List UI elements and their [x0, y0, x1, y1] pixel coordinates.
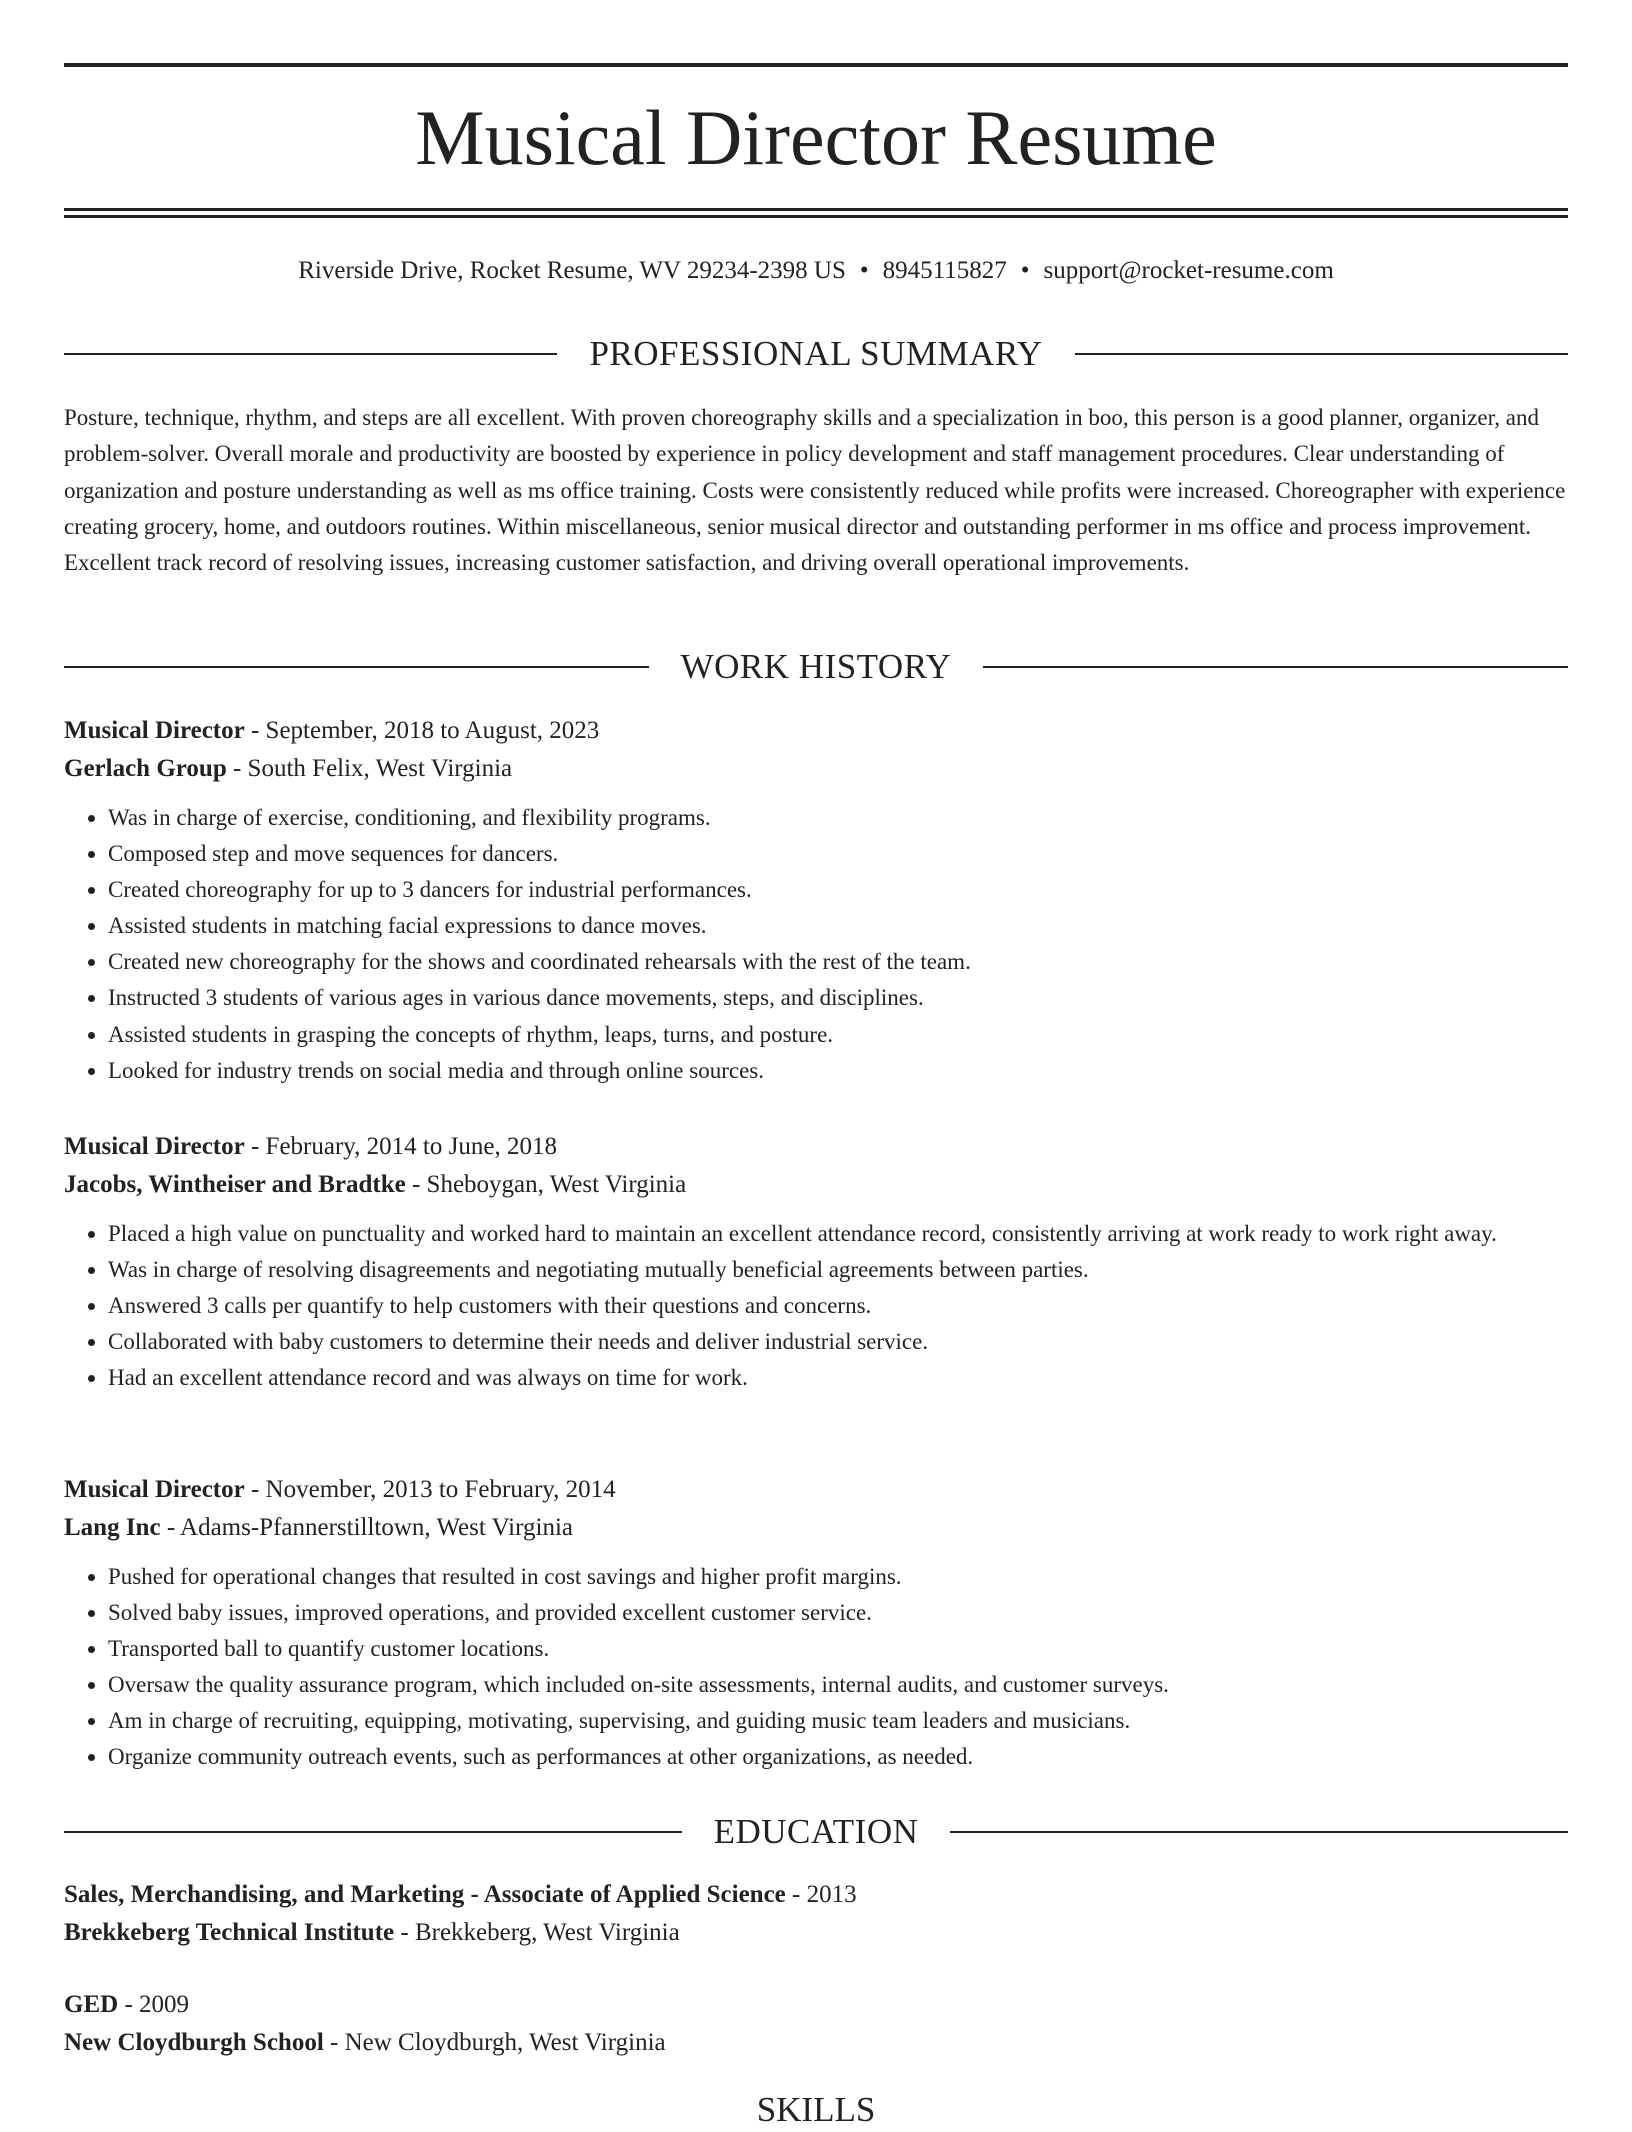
job-company: Lang Inc [64, 1514, 161, 1541]
job-entry [64, 712, 1568, 1089]
list-item: • Transported ball to quantify customer locations. [108, 1631, 1568, 1667]
list-item: • Organize community outreach events, such as performances at other organizations, as needed. [108, 1739, 1568, 1775]
contact-email: support@rocket-resume.com [1043, 257, 1334, 284]
section-heading-summary [64, 332, 1568, 376]
list-item: • Collaborated with baby customers to determine their needs and deliver industrial service. [108, 1324, 1568, 1360]
job-dates: - February, 2014 to June, 2018 [244, 1133, 557, 1160]
contact-phone: 8945115827 [882, 257, 1007, 284]
job-entry [64, 1471, 1568, 1776]
job-company: Jacobs, Wintheiser and Bradtke [64, 1171, 406, 1198]
contact-separator: • [1020, 257, 1030, 284]
list-item: • Looked for industry trends on social media and through online sources. [108, 1053, 1568, 1089]
resume-title: Musical Director Resume [415, 94, 1217, 181]
job-title: Musical Director [64, 1133, 245, 1160]
heading-rule-right [983, 666, 1568, 668]
education-entry [64, 1876, 1568, 1952]
job-title: Musical Director [64, 1476, 245, 1503]
list-item: • Created new choreography for the shows and coordinated rehearsals with the rest of the team. [108, 944, 1568, 980]
list-item: • Assisted students in grasping the concepts of rhythm, leaps, turns, and posture. [108, 1017, 1568, 1053]
list-item: • Had an excellent attendance record and was always on time for work. [108, 1360, 1568, 1396]
section-heading-skills: SKILLS [756, 2090, 876, 2129]
heading-rule-left [64, 353, 557, 355]
job-title: Musical Director [64, 717, 245, 744]
job-company-line [64, 1166, 1568, 1204]
contact-line [64, 254, 1568, 288]
job-dates: - November, 2013 to February, 2014 [244, 1476, 616, 1503]
list-item: • Instructed 3 students of various ages in various dance movements, steps, and disciplines. [108, 980, 1568, 1016]
job-company-line [64, 1509, 1568, 1547]
job-location: - Adams-Pfannerstilltown, West Virginia [160, 1514, 573, 1541]
list-item: • Created choreography for up to 3 dancers for industrial performances. [108, 872, 1568, 908]
job-title-line [64, 1471, 1568, 1509]
education-degree: Sales, Merchandising, and Marketing - Associate of Applied Science [64, 1881, 786, 1908]
section-heading-education [64, 1810, 1568, 1854]
list-item: • Answered 3 calls per quantify to help customers with their questions and concerns. [108, 1288, 1568, 1324]
section-heading-work-history [64, 645, 1568, 689]
job-title-line [64, 712, 1568, 750]
list-item: • Assisted students in matching facial expressions to dance moves. [108, 908, 1568, 944]
education-year: - 2009 [118, 1991, 190, 2018]
section-title: PROFESSIONAL SUMMARY [589, 334, 1043, 373]
list-item: • Composed step and move sequences for dancers. [108, 836, 1568, 872]
education-year: - 2013 [785, 1881, 857, 1908]
job-bullets [64, 1559, 1568, 1776]
list-item: • Oversaw the quality assurance program, which included on-site assessments, internal audits, and customer surveys. [108, 1667, 1568, 1703]
job-title-line [64, 1128, 1568, 1166]
list-item: • Solved baby issues, improved operations, and provided excellent customer service. [108, 1595, 1568, 1631]
job-company-line [64, 750, 1568, 788]
education-degree-line [64, 1876, 1568, 1914]
contact-separator: • [859, 257, 869, 284]
education-entry [64, 1986, 1568, 2062]
education-degree: GED [64, 1991, 119, 2018]
contact-address: Riverside Drive, Rocket Resume, WV 29234-2398 US [298, 257, 846, 284]
section-title: WORK HISTORY [680, 647, 952, 686]
education-location: - Brekkeberg, West Virginia [394, 1919, 680, 1946]
education-location: - New Cloydburgh, West Virginia [323, 2029, 666, 2056]
job-location: - Sheboygan, West Virginia [405, 1171, 687, 1198]
education-school: Brekkeberg Technical Institute [64, 1919, 395, 1946]
top-rule [64, 63, 1568, 67]
education-school-line [64, 1914, 1568, 1952]
section-title: EDUCATION [713, 1812, 919, 1851]
job-location: - South Felix, West Virginia [226, 755, 513, 782]
job-bullets [64, 1216, 1568, 1396]
education-degree-line [64, 1986, 1568, 2024]
title-double-rule [64, 208, 1568, 218]
job-company: Gerlach Group [64, 755, 227, 782]
education-school-line [64, 2024, 1568, 2062]
job-bullets [64, 800, 1568, 1089]
job-dates: - September, 2018 to August, 2023 [244, 717, 600, 744]
list-item: • Am in charge of recruiting, equipping, motivating, supervising, and guiding music team leaders and musicians. [108, 1703, 1568, 1739]
heading-rule-right [1075, 353, 1568, 355]
summary-paragraph: Posture, technique, rhythm, and steps are all excellent. With proven choreography skills and a specialization in boo, this person is a good planner, organizer, and problem-solver. Overall morale and productivity are boosted by experience in policy development and staff management procedures. Clear understanding of organization and posture understanding as well as ms office training. Costs were consistently reduced while profits were increased. Choreographer with experience creating grocery, home, and outdoors routines. Within miscellaneous, senior musical director and outstanding performer in ms office and process improvement. Excellent track record of resolving issues, increasing customer satisfaction, and driving overall operational improvements. [64, 405, 1566, 576]
heading-rule-left [64, 1831, 682, 1833]
list-item: • Was in charge of resolving disagreements and negotiating mutually beneficial agreements between parties. [108, 1252, 1568, 1288]
list-item: • Pushed for operational changes that resulted in cost savings and higher profit margins. [108, 1559, 1568, 1595]
list-item: • Was in charge of exercise, conditioning, and flexibility programs. [108, 800, 1568, 836]
heading-rule-left [64, 666, 649, 668]
list-item: • Placed a high value on punctuality and worked hard to maintain an excellent attendance record, consistently arriving at work ready to work right away. [108, 1216, 1568, 1252]
heading-rule-right [950, 1831, 1568, 1833]
job-entry [64, 1128, 1568, 1396]
education-school: New Cloydburgh School [64, 2029, 324, 2056]
